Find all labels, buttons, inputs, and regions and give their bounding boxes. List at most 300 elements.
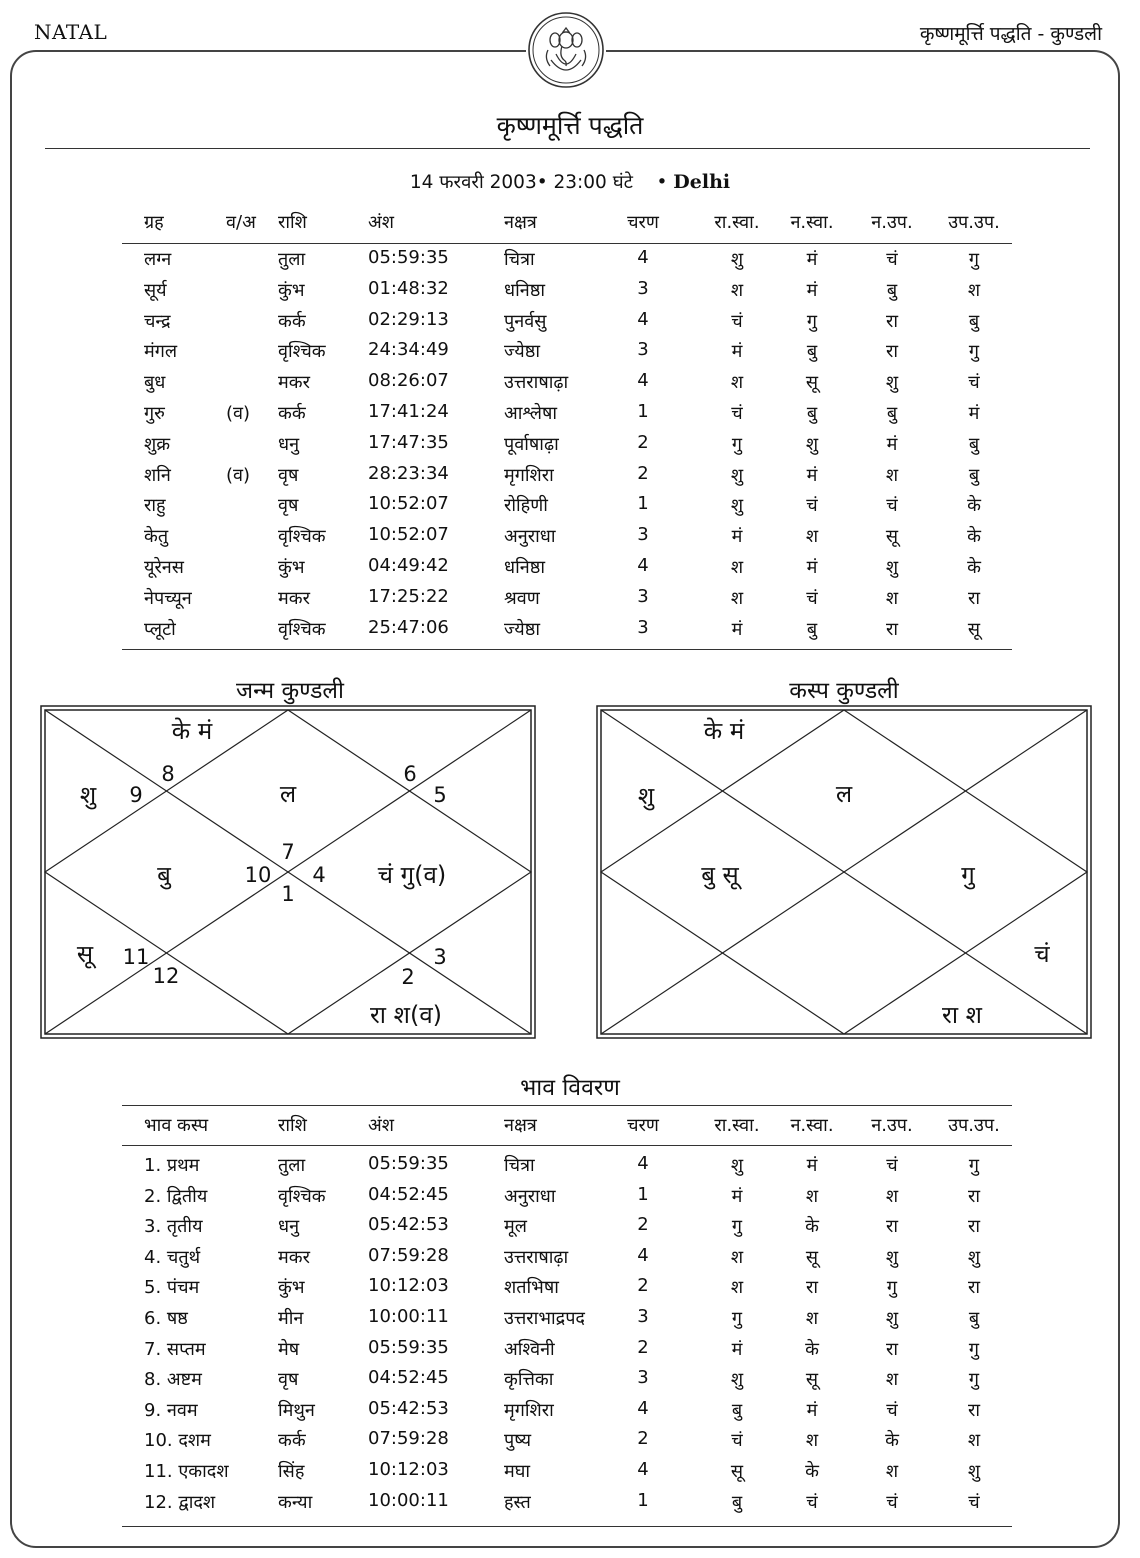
cell: मूल (504, 1216, 527, 1238)
cell: चं (886, 1491, 898, 1513)
houses-section-title: भाव विवरण (520, 1075, 620, 1101)
cell: मं (806, 279, 818, 301)
cell: बु (806, 403, 818, 424)
cell: के (967, 495, 981, 517)
cell: 8. अष्टम (144, 1369, 202, 1391)
cell: चं (806, 495, 818, 517)
cell: मं (806, 464, 818, 486)
cell: शु (885, 1308, 899, 1329)
cell: श (885, 587, 899, 609)
cell: बुध (144, 372, 166, 394)
cell: कृत्तिका (504, 1369, 554, 1391)
column-header: उप.उप. (948, 212, 1000, 233)
cell: 2 (637, 1336, 649, 1358)
cell: 02:29:13 (368, 308, 449, 330)
cell: बु (968, 464, 980, 486)
cell: 04:52:45 (368, 1183, 449, 1205)
header-top-rule (122, 1105, 1012, 1106)
cell: शतभिषा (504, 1277, 559, 1299)
cell: चं (886, 1155, 898, 1176)
planet-row (122, 278, 1012, 308)
house-planets: के मं (703, 717, 745, 745)
column-header: अंश (368, 1115, 394, 1136)
house-row (122, 1459, 1012, 1489)
cell: 1 (637, 401, 649, 422)
house-planets: रा श (942, 1001, 982, 1029)
planet-row (122, 493, 1012, 523)
cell: मंगल (144, 341, 178, 363)
cell: ज्येष्ठा (504, 618, 540, 640)
birth-details: 14 फरवरी 2003• 23:00 घंटे • Delhi (409, 171, 731, 193)
cell: रा (885, 618, 899, 640)
cell: गु (806, 310, 818, 332)
cell: 17:47:35 (368, 431, 449, 453)
house-row (122, 1306, 1012, 1336)
cell: शु (730, 495, 744, 517)
cell: 2 (637, 431, 649, 453)
cell: कर्क (278, 310, 306, 332)
cell: अनुराधा (504, 1185, 556, 1207)
cell: 4 (637, 1244, 649, 1266)
cell: मीन (278, 1308, 304, 1329)
cell: 3 (637, 277, 649, 299)
cell: 5. पंचम (144, 1277, 200, 1299)
cell: चं (806, 587, 818, 609)
cell: रा (885, 1338, 899, 1360)
cell: शु (967, 1461, 981, 1482)
cell: रा (967, 587, 981, 609)
cell: के (885, 1430, 899, 1452)
cell: 6. षष्ठ (144, 1308, 188, 1329)
house-row (122, 1184, 1012, 1214)
house-table-header (122, 1113, 1012, 1143)
cell: के (805, 1338, 819, 1360)
cell: (व) (226, 464, 251, 486)
cell: रा (967, 1277, 981, 1299)
cell: 2 (637, 462, 649, 484)
cell: 17:25:22 (368, 585, 449, 607)
house-planets: ल (279, 780, 297, 808)
cell: रा (885, 341, 899, 363)
cell: के (805, 1461, 819, 1482)
cell: 05:42:53 (368, 1397, 449, 1419)
cell: मेष (278, 1338, 300, 1360)
cell: रा (805, 1277, 819, 1299)
house-row (122, 1367, 1012, 1397)
cell: 4 (637, 1397, 649, 1419)
cell: 1. प्रथम (144, 1155, 200, 1176)
cell: मं (731, 341, 743, 363)
cell: 10:00:11 (368, 1489, 449, 1511)
cell: 4 (637, 247, 649, 268)
cell: 10:00:11 (368, 1306, 449, 1327)
column-header: राशि (278, 1115, 307, 1136)
cell: रा (967, 1216, 981, 1238)
column-header: व/अ (226, 212, 256, 233)
cell: वृश्चिक (278, 341, 326, 363)
column-header: अंश (368, 212, 394, 233)
cell: गु (968, 341, 980, 363)
planet-row (122, 432, 1012, 462)
house-row (122, 1337, 1012, 1367)
cell: आश्लेषा (504, 403, 558, 424)
cell: चं (886, 1399, 898, 1421)
cell: 4 (637, 1459, 649, 1480)
cell: वृश्चिक (278, 526, 326, 548)
cell: रा (967, 1185, 981, 1207)
birth-chart (40, 705, 536, 1039)
cell: 10:12:03 (368, 1459, 449, 1480)
cell: उत्तराषाढ़ा (504, 1246, 569, 1268)
cell: श (885, 1461, 899, 1482)
cell: 07:59:28 (368, 1244, 449, 1266)
cell: शु (805, 433, 819, 455)
cell: 04:52:45 (368, 1367, 449, 1389)
cell: चं (968, 1491, 980, 1513)
cell: शु (730, 1155, 744, 1176)
house-planets: शु (637, 782, 655, 810)
house-row (122, 1153, 1012, 1183)
house-planets: गु (961, 861, 975, 889)
cell: मकर (278, 372, 310, 394)
cell: मं (806, 557, 818, 578)
cell: के (805, 1216, 819, 1238)
cell: 10. दशम (144, 1430, 211, 1452)
cell: 10:52:07 (368, 524, 449, 546)
cell: शु (885, 1246, 899, 1268)
column-header: भाव कस्प (144, 1115, 209, 1136)
cell: धनिष्ठा (504, 557, 545, 578)
cell: चं (968, 372, 980, 394)
header-left: NATAL (34, 20, 108, 44)
cell: 28:23:34 (368, 462, 449, 484)
house-number: 11 (122, 945, 150, 969)
house-planets: बु (157, 861, 171, 889)
cell: सू (730, 1461, 744, 1482)
cell: 08:26:07 (368, 370, 449, 392)
header-rule (122, 1145, 1012, 1146)
column-header: न.उप. (871, 1115, 913, 1136)
house-number: 4 (312, 863, 326, 887)
cell: चं (731, 310, 743, 332)
column-header: चरण (627, 212, 659, 233)
cell: केतु (144, 526, 169, 548)
cell: श्रवण (504, 587, 540, 609)
planet-row (122, 339, 1012, 369)
header-rule (122, 243, 1012, 244)
cell: 07:59:28 (368, 1428, 449, 1450)
cell: शु (730, 464, 744, 486)
cell: बु (731, 1399, 743, 1421)
column-header: नक्षत्र (504, 1115, 537, 1136)
cell: गुरु (144, 403, 165, 424)
cell: गु (731, 1308, 743, 1329)
cell: चं (731, 403, 743, 424)
cell: 05:59:35 (368, 1153, 449, 1174)
cell: 04:49:42 (368, 555, 449, 576)
cell: कर्क (278, 403, 306, 424)
cell: 05:42:53 (368, 1214, 449, 1236)
cell: बु (806, 341, 818, 363)
house-number: 10 (244, 863, 272, 887)
cell: 2. द्वितीय (144, 1185, 208, 1207)
planet-row (122, 617, 1012, 647)
column-header: न.उप. (871, 212, 913, 233)
cell: मं (968, 403, 980, 424)
cell: गु (968, 1155, 980, 1176)
house-row (122, 1398, 1012, 1428)
cell: 3 (637, 1367, 649, 1389)
cell: रा (885, 1216, 899, 1238)
cell: बु (731, 1491, 743, 1513)
planet-row (122, 247, 1012, 277)
cell: कुंभ (278, 1277, 305, 1299)
column-header: रा.स्वा. (714, 212, 760, 233)
house-row (122, 1275, 1012, 1305)
cell: कर्क (278, 1430, 306, 1452)
cusp-chart (596, 705, 1092, 1039)
cell: पुनर्वसु (504, 310, 547, 332)
house-row (122, 1428, 1012, 1458)
cell: शु (730, 249, 744, 270)
house-table (122, 1105, 1012, 1530)
column-header: उप.उप. (948, 1115, 1000, 1136)
cell: 17:41:24 (368, 401, 449, 422)
column-header: नक्षत्र (504, 212, 537, 233)
cell: सू (967, 618, 981, 640)
cell: वृश्चिक (278, 1185, 326, 1207)
column-header: चरण (627, 1115, 659, 1136)
cell: श (730, 279, 744, 301)
cell: श (805, 526, 819, 548)
cell: उत्तराषाढ़ा (504, 372, 569, 394)
house-number: 6 (403, 762, 417, 786)
cell: तुला (278, 1155, 306, 1176)
house-planets: के मं (171, 717, 213, 745)
cell: 12. द्वादश (144, 1491, 216, 1513)
cell: चं (731, 1430, 743, 1452)
cell: मं (731, 1185, 743, 1207)
cell: सू (805, 1246, 819, 1268)
planet-row (122, 524, 1012, 554)
cell: 10:12:03 (368, 1275, 449, 1297)
cell: 4 (637, 370, 649, 392)
house-planets: बु सू (701, 861, 739, 889)
planet-row (122, 463, 1012, 493)
cell: पूर्वाषाढ़ा (504, 433, 559, 455)
cell: 3 (637, 339, 649, 361)
house-number: 3 (433, 945, 447, 969)
birth-place: Delhi (673, 171, 731, 193)
cell: 2 (637, 1214, 649, 1236)
cell: बु (886, 279, 898, 301)
cell: गु (731, 1216, 743, 1238)
birth-chart-title: जन्म कुण्डली (236, 678, 344, 704)
cell: शु (967, 1246, 981, 1268)
cell: (व) (226, 403, 251, 424)
ganesha-logo-icon (526, 10, 606, 90)
cell: गु (968, 249, 980, 270)
house-number: 2 (401, 965, 415, 989)
cell: ज्येष्ठा (504, 341, 540, 363)
cell: 24:34:49 (368, 339, 449, 361)
cell: श (885, 464, 899, 486)
cell: बु (968, 1308, 980, 1329)
cell: मृगशिरा (504, 464, 554, 486)
house-planets: शु (79, 781, 97, 809)
house-row (122, 1490, 1012, 1520)
cell: मृगशिरा (504, 1399, 554, 1421)
cell: रा (967, 1399, 981, 1421)
cell: मकर (278, 587, 310, 609)
house-number: 9 (129, 783, 143, 807)
cell: श (967, 279, 981, 301)
cell: श (967, 1430, 981, 1452)
cell: सू (885, 526, 899, 548)
cell: नेपच्यून (144, 587, 192, 609)
cell: 2 (637, 1275, 649, 1297)
cell: गु (968, 1338, 980, 1360)
cell: मकर (278, 1246, 310, 1268)
cell: मं (731, 1338, 743, 1360)
cell: बु (968, 433, 980, 455)
cell: बु (806, 618, 818, 640)
cell: पुष्य (504, 1430, 532, 1452)
cell: कुंभ (278, 279, 305, 301)
cell: रोहिणी (504, 495, 548, 517)
cell: 9. नवम (144, 1399, 198, 1421)
planet-row (122, 555, 1012, 585)
cell: 4 (637, 555, 649, 576)
cell: बु (886, 403, 898, 424)
cell: 1 (637, 493, 649, 515)
cell: श (730, 587, 744, 609)
birth-time: 23:00 घंटे (553, 172, 633, 193)
cell: वृष (278, 464, 299, 486)
cell: गु (886, 1277, 898, 1299)
cell: 25:47:06 (368, 616, 449, 638)
cell: प्लूटो (144, 618, 176, 640)
cell: मं (731, 618, 743, 640)
cell: राहु (144, 495, 166, 517)
planet-table-header (122, 210, 1012, 240)
table-bottom-rule (122, 649, 1012, 650)
cell: चित्रा (504, 249, 535, 270)
cell: गु (968, 1369, 980, 1391)
cell: चं (886, 495, 898, 517)
cell: शु (885, 557, 899, 578)
column-header: राशि (278, 212, 307, 233)
cell: वृश्चिक (278, 618, 326, 640)
planet-row (122, 309, 1012, 339)
cell: सू (805, 372, 819, 394)
cell: सू (805, 1369, 819, 1391)
cell: कन्या (278, 1491, 313, 1513)
cell: 3 (637, 616, 649, 638)
cell: 05:59:35 (368, 247, 449, 268)
cell: मं (806, 249, 818, 270)
cell: यूरेनस (144, 557, 184, 578)
cell: शनि (144, 464, 171, 486)
cell: सिंह (278, 1461, 305, 1482)
planet-table (122, 200, 1012, 652)
cell: 05:59:35 (368, 1336, 449, 1358)
house-number: 7 (281, 840, 295, 864)
cell: श (730, 1277, 744, 1299)
cell: श (730, 1246, 744, 1268)
cell: धनु (278, 1216, 300, 1238)
cell: अश्विनी (504, 1338, 555, 1360)
cell: 3 (637, 585, 649, 607)
column-header: न.स्वा. (790, 1115, 834, 1136)
house-row (122, 1245, 1012, 1275)
planet-row (122, 586, 1012, 616)
cell: 1 (637, 1183, 649, 1205)
planet-row (122, 401, 1012, 431)
table-bottom-rule (122, 1526, 1012, 1527)
cusp-chart-title: कस्प कुण्डली (789, 678, 899, 704)
house-planets: ल (835, 780, 853, 808)
cell: उत्तराभाद्रपद (504, 1308, 585, 1329)
cell: 3 (637, 524, 649, 546)
cell: 4 (637, 308, 649, 330)
planet-row (122, 370, 1012, 400)
cell: 01:48:32 (368, 277, 449, 299)
cell: सूर्य (144, 279, 167, 301)
house-number: 12 (152, 964, 180, 988)
cell: के (967, 526, 981, 548)
cell: मं (806, 1155, 818, 1176)
cell: लग्न (144, 249, 172, 270)
column-header: ग्रह (144, 212, 164, 233)
cell: धनिष्ठा (504, 279, 545, 301)
cell: श (805, 1430, 819, 1452)
house-row (122, 1214, 1012, 1244)
house-planets: रा श(व) (369, 1001, 443, 1029)
cell: 3 (637, 1306, 649, 1327)
cell: शुक्र (144, 433, 171, 455)
cell: बु (968, 310, 980, 332)
cell: श (885, 1369, 899, 1391)
cell: 1 (637, 1489, 649, 1511)
header-right: कृष्णमूर्त्ति पद्धति - कुण्डली (919, 23, 1102, 45)
cell: चं (886, 249, 898, 270)
cell: अनुराधा (504, 526, 556, 548)
cell: मं (731, 526, 743, 548)
cell: 2 (637, 1428, 649, 1450)
cell: 11. एकादश (144, 1461, 229, 1482)
cell: गु (731, 433, 743, 455)
title-divider (45, 148, 1090, 149)
cell: शु (730, 1369, 744, 1391)
house-number: 5 (433, 783, 447, 807)
house-planets: चं (1034, 940, 1050, 968)
cell: 10:52:07 (368, 493, 449, 515)
cell: मिथुन (278, 1399, 315, 1421)
house-number: 1 (281, 882, 295, 906)
cell: मघा (504, 1461, 531, 1482)
page-title: कृष्णमूर्त्ति पद्धति (496, 111, 644, 140)
cell: चन्द्र (144, 310, 171, 332)
cell: श (805, 1308, 819, 1329)
cell: तुला (278, 249, 306, 270)
cell: मं (806, 1399, 818, 1421)
cell: हस्त (504, 1491, 531, 1513)
column-header: रा.स्वा. (714, 1115, 760, 1136)
cell: चं (806, 1491, 818, 1513)
cell: वृष (278, 1369, 299, 1391)
cell: 7. सप्तम (144, 1338, 206, 1360)
